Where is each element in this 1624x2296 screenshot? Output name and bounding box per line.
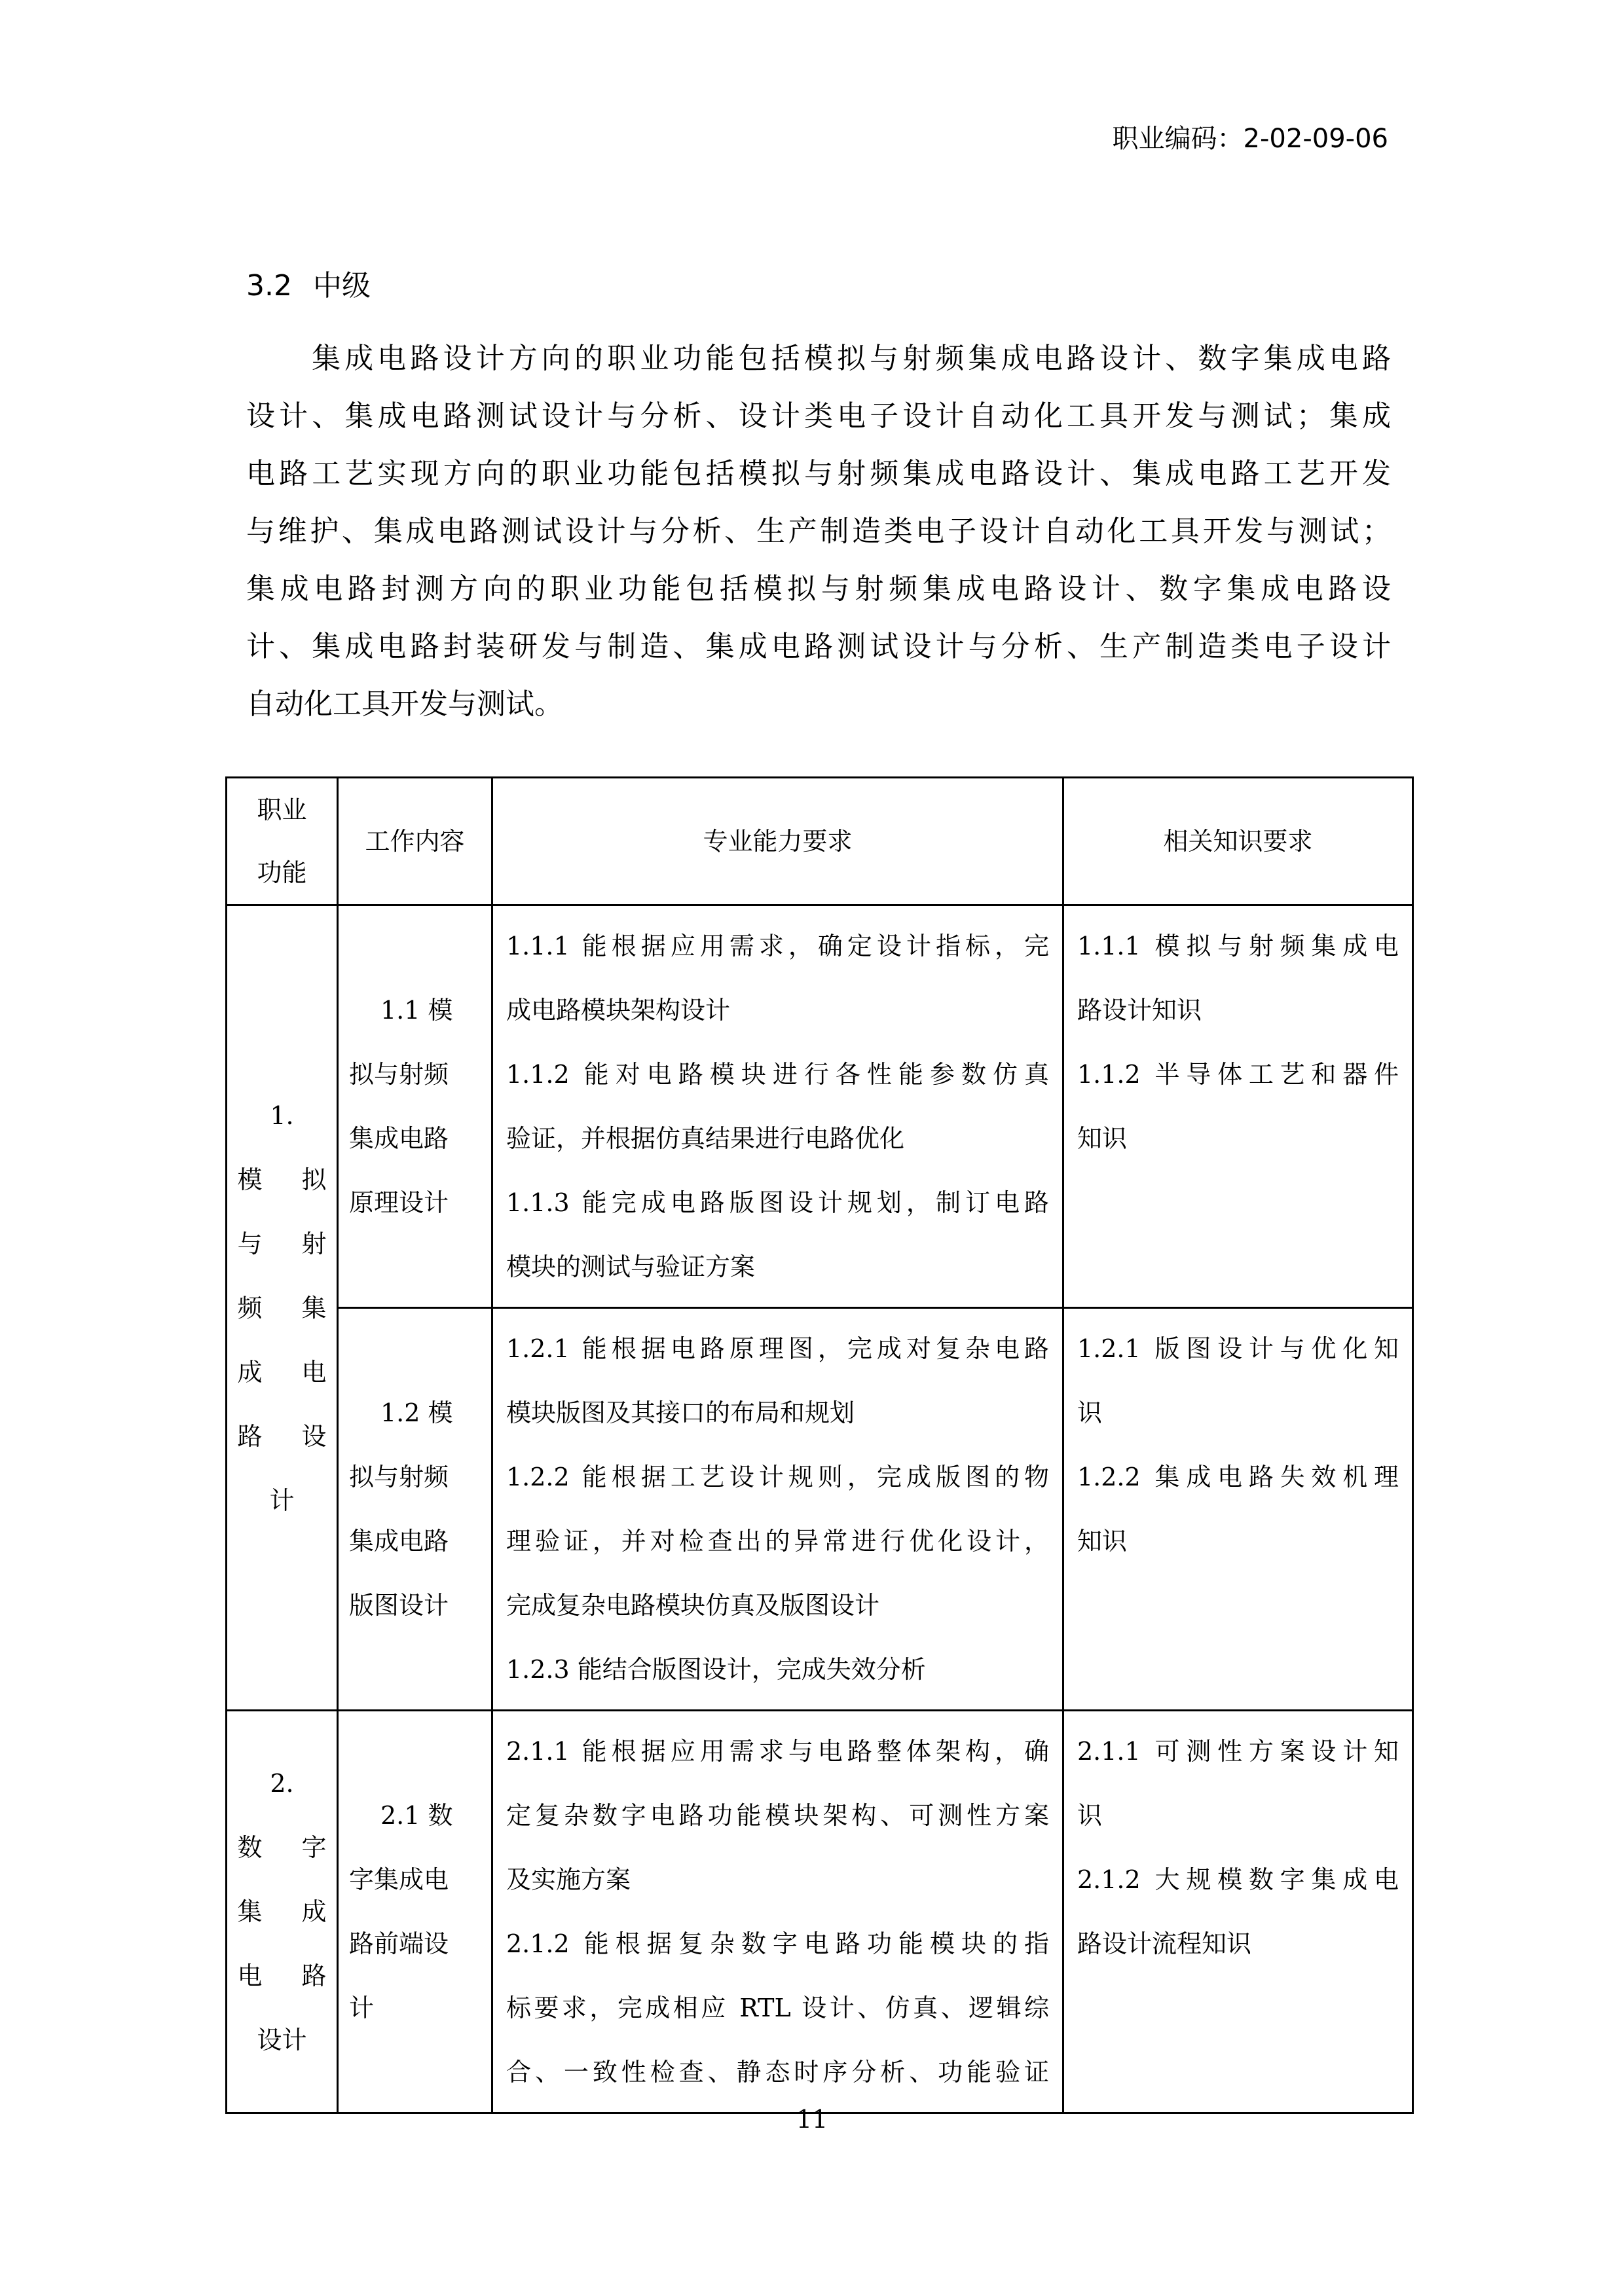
- skill-line: 验证，并根据仿真结果进行电路优化: [506, 1124, 905, 1153]
- table-row: [227, 1711, 1413, 2113]
- intro-line: 电路工艺实现方向的职业功能包括模拟与射频集成电路设计、集成电路工艺开发: [246, 457, 1391, 490]
- knowledge-line: 路设计流程知识: [1077, 1929, 1252, 1958]
- table-header-row: [227, 778, 1413, 905]
- function-label-line: 电路: [237, 1961, 366, 1990]
- skill-line: 1.2.2 能根据工艺设计规则，完成版图的物: [506, 1463, 1049, 1491]
- work-line: 1.2 模: [380, 1398, 453, 1427]
- section-number: 3.2: [246, 269, 292, 302]
- knowledge-line: 知识: [1077, 1527, 1128, 1556]
- skill-line: 1.2.1 能根据电路原理图，完成对复杂电路: [506, 1334, 1049, 1363]
- intro-line: 计、集成电路封装研发与制造、集成电路测试设计与分析、生产制造类电子设计: [246, 630, 1391, 663]
- intro-paragraph: [246, 330, 1391, 733]
- section-heading: [246, 262, 371, 304]
- skill-cell: [492, 905, 1063, 1308]
- work-line: 字集成电: [349, 1865, 449, 1894]
- knowledge-cell: [1063, 1711, 1413, 2113]
- section-title: 中级: [312, 269, 371, 302]
- header-function-line: 职业: [257, 795, 307, 824]
- work-cell: [338, 1711, 492, 2113]
- table-row: [227, 905, 1413, 1308]
- skill-line: 及实施方案: [506, 1865, 631, 1894]
- knowledge-line: 1.1.1 模拟与射频集成电: [1077, 932, 1399, 960]
- knowledge-line: 路设计知识: [1077, 996, 1202, 1025]
- knowledge-line: 2.1.1 可测性方案设计知: [1077, 1737, 1399, 1766]
- function-label-line: 频集: [237, 1293, 366, 1322]
- work-line: 1.1 模: [380, 996, 453, 1025]
- work-line: 2.1 数: [380, 1801, 453, 1830]
- intro-line: 集成电路封测方向的职业功能包括模拟与射频集成电路设计、数字集成电路设: [246, 572, 1391, 606]
- knowledge-line: 1.2.2 集成电路失效机理: [1077, 1463, 1399, 1491]
- skill-line: 模块版图及其接口的布局和规划: [506, 1398, 855, 1427]
- header-function: [227, 778, 338, 905]
- skill-line: 2.1.1 能根据应用需求与电路整体架构，确: [506, 1737, 1049, 1766]
- function-label-line: 2.: [270, 1769, 294, 1798]
- work-line: 原理设计: [349, 1188, 449, 1217]
- work-line: 集成电路: [349, 1527, 449, 1556]
- work-line: 计: [349, 1994, 375, 2022]
- function-label-line: 数字: [237, 1833, 366, 1862]
- work-line: 拟与射频: [349, 1060, 449, 1089]
- work-line: 路前端设: [349, 1929, 449, 1958]
- intro-line: 自动化工具开发与测试。: [246, 687, 563, 721]
- skill-line: 标要求，完成相应 RTL 设计、仿真、逻辑综: [506, 1994, 1049, 2022]
- knowledge-line: 知识: [1077, 1124, 1128, 1153]
- work-line: 集成电路: [349, 1124, 449, 1153]
- skill-line: 完成复杂电路模块仿真及版图设计: [506, 1591, 880, 1620]
- skill-cell: [492, 1308, 1063, 1711]
- function-label-line: 1.: [270, 1101, 294, 1130]
- requirements-table: [225, 776, 1414, 2114]
- skill-line: 合、一致性检查、静态时序分析、功能验证: [506, 2058, 1049, 2086]
- page-number: 11: [796, 2105, 828, 2134]
- skill-line: 1.2.3 能结合版图设计，完成失效分析: [506, 1655, 926, 1684]
- function-cell: [227, 1711, 366, 2113]
- work-line: 拟与射频: [349, 1463, 449, 1491]
- intro-line: 与维护、集成电路测试设计与分析、生产制造类电子设计自动化工具开发与测试；: [246, 515, 1391, 548]
- skill-line: 定复杂数字电路功能模块架构、可测性方案: [506, 1801, 1049, 1830]
- intro-line: 集成电路设计方向的职业功能包括模拟与射频集成电路设计、数字集成电路: [312, 342, 1391, 375]
- skill-cell: [492, 1711, 1063, 2113]
- intro-line: 设计、集成电路测试设计与分析、设计类电子设计自动化工具开发与测试；集成: [246, 399, 1391, 433]
- function-label-line: 集成: [237, 1897, 366, 1926]
- skill-line: 1.1.2 能对电路模块进行各性能参数仿真: [506, 1060, 1049, 1089]
- knowledge-line: 识: [1077, 1801, 1103, 1830]
- function-cell: [227, 905, 366, 1711]
- skill-line: 理验证，并对检查出的异常进行优化设计，: [506, 1527, 1049, 1556]
- skill-line: 模块的测试与验证方案: [506, 1252, 756, 1281]
- function-label-line: 设计: [257, 2026, 307, 2054]
- skill-line: 2.1.2 能根据复杂数字电路功能模块的指: [506, 1929, 1049, 1958]
- skill-line: 1.1.3 能完成电路版图设计规划，制订电路: [506, 1188, 1049, 1217]
- work-line: 版图设计: [349, 1591, 449, 1620]
- occupation-code: 职业编码：2-02-09-06: [1112, 124, 1388, 154]
- knowledge-line: 1.1.2 半导体工艺和器件: [1077, 1060, 1399, 1089]
- function-label-line: 计: [269, 1485, 295, 1515]
- knowledge-line: 2.1.2 大规模数字集成电: [1077, 1865, 1399, 1894]
- function-label-line: 模拟: [237, 1165, 366, 1194]
- table-row: [227, 1308, 1413, 1711]
- header-skill: 专业能力要求: [492, 778, 1063, 905]
- function-label-line: 路设: [237, 1421, 366, 1451]
- function-label-line: 与射: [237, 1229, 366, 1258]
- skill-line: 成电路模块架构设计: [506, 996, 731, 1025]
- header-work: 工作内容: [338, 778, 492, 905]
- knowledge-line: 1.2.1 版图设计与优化知: [1077, 1334, 1399, 1363]
- function-label-line: 成电: [237, 1357, 366, 1387]
- knowledge-cell: [1063, 1308, 1413, 1711]
- skill-line: 1.1.1 能根据应用需求，确定设计指标，完: [506, 932, 1049, 960]
- knowledge-cell: [1063, 905, 1413, 1308]
- header-knowledge: 相关知识要求: [1063, 778, 1413, 905]
- knowledge-line: 识: [1077, 1398, 1103, 1427]
- header-function-line: 功能: [257, 858, 307, 887]
